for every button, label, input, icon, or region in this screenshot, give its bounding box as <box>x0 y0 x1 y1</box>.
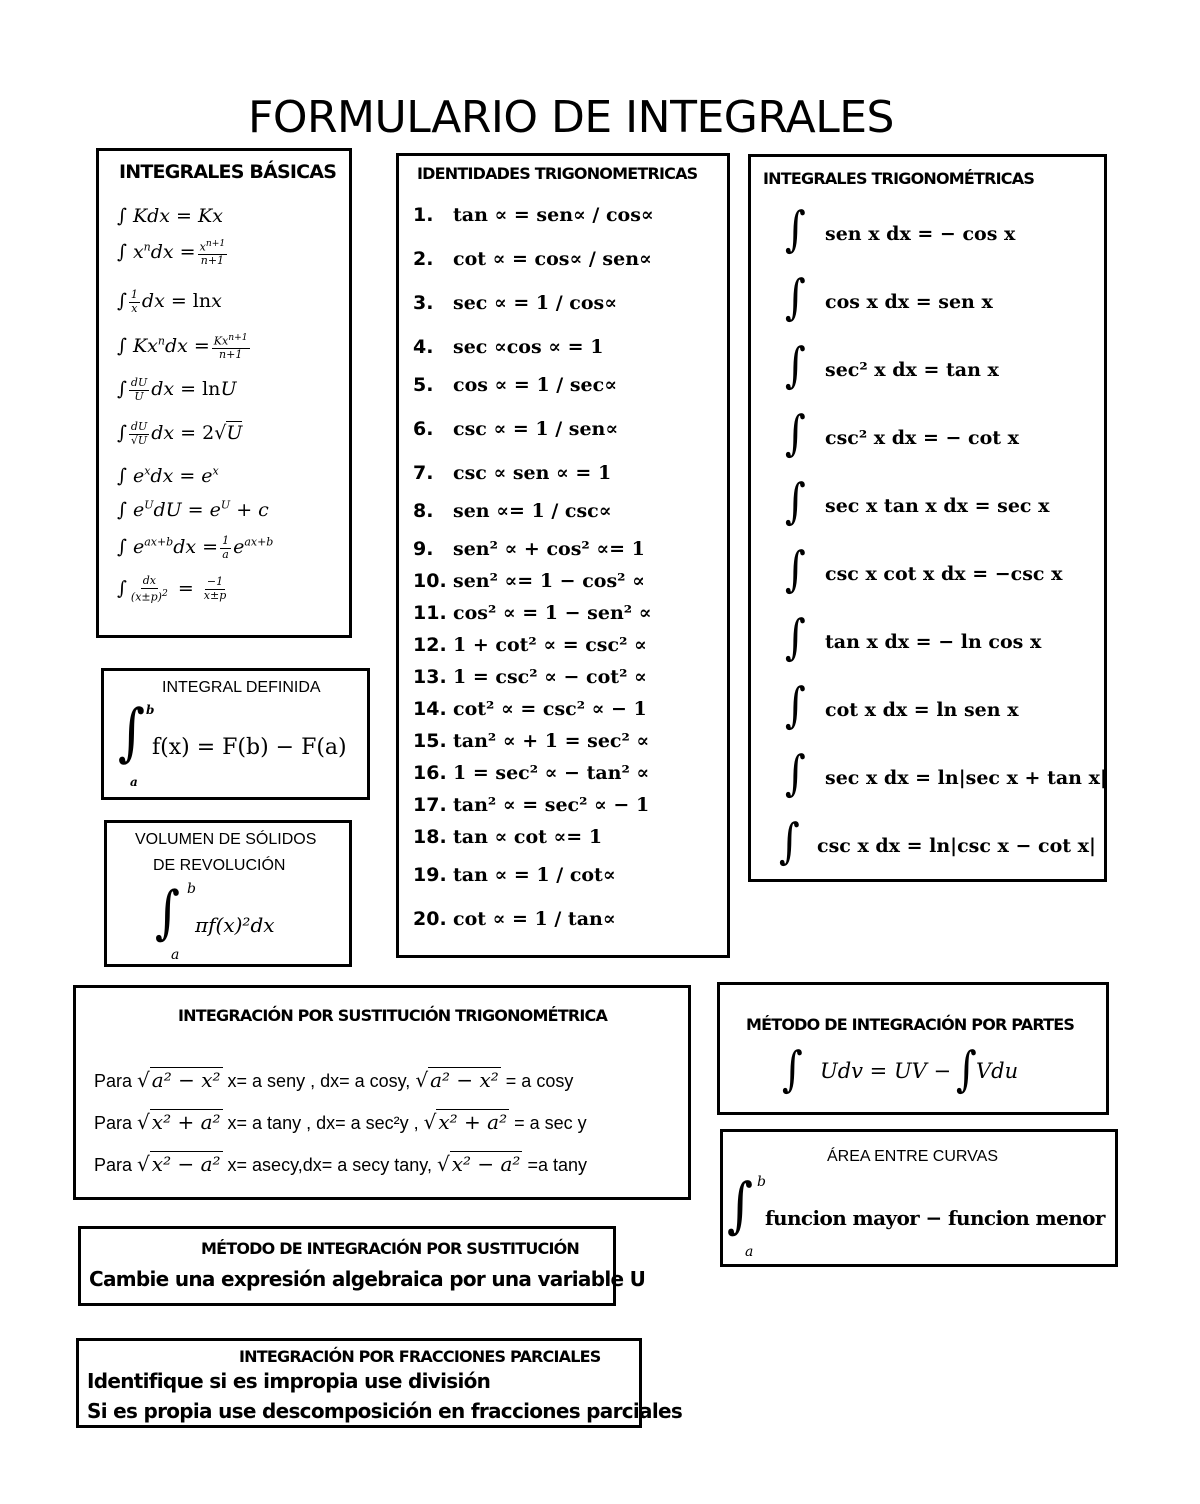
area-integral-sign: ∫ <box>727 1170 754 1240</box>
identity-formula: 1 + cot² ∝ = csc² ∝ <box>453 634 647 656</box>
identity-formula: cos ∝ = 1 / sec∝ <box>453 374 617 396</box>
radicand: x² + a² <box>438 1110 508 1134</box>
radical: √ a² − x² <box>137 1068 221 1092</box>
volume-header-line2: DE REVOLUCIÓN <box>153 857 286 874</box>
identity-formula: tan² ∝ + 1 = sec² ∝ <box>453 730 650 752</box>
identity-formula: 1 = sec² ∝ − tan² ∝ <box>453 762 650 784</box>
parts-formula-left: Udv = UV − <box>820 1059 952 1083</box>
trig-substitution-box <box>73 985 691 1200</box>
definite-integral-header: INTEGRAL DEFINIDA <box>162 679 321 696</box>
identity-number: 8. <box>413 500 434 522</box>
volume-formula: πf(x)²dx <box>195 913 275 937</box>
identity-row <box>413 570 645 592</box>
volume-upper-limit: b <box>187 881 196 897</box>
basic-formula-10: ∫ $\frac{dx}{(x\pm p)^2}$ = $\frac{-1}{x\pm p}$ <box>117 574 227 604</box>
identity-number: 3. <box>413 292 434 314</box>
identity-formula: tan ∝ cot ∝= 1 <box>453 826 603 848</box>
integral-sign: ∫ <box>785 678 806 734</box>
area-formula: funcion mayor − funcion menor <box>765 1206 1105 1230</box>
trig-integral-formula: csc x dx = ln|csc x − cot x| <box>817 835 1096 857</box>
identity-row <box>413 204 654 226</box>
identity-row <box>413 538 645 560</box>
identity-row <box>413 374 617 396</box>
substitution-result: = a sec y <box>514 1113 587 1133</box>
volume-lower-limit: a <box>171 947 180 963</box>
identity-number: 15. <box>413 730 447 752</box>
radicand: x² − a² <box>451 1152 521 1176</box>
substitution-text: x= asecy,dx= a secy tany, <box>227 1155 432 1175</box>
para-label: Para <box>94 1113 133 1133</box>
identity-number: 19. <box>413 864 447 886</box>
trig-integral-formula: cot x dx = ln sen x <box>825 699 1019 721</box>
partial-fractions-line1: Identifique si es impropia use división <box>87 1369 491 1393</box>
identity-row <box>413 292 617 314</box>
identity-number: 1. <box>413 204 434 226</box>
identity-formula: cot ∝ = cos∝ / sen∝ <box>453 248 652 270</box>
parts-header: MÉTODO DE INTEGRACIÓN POR PARTES <box>746 1015 1075 1034</box>
volume-header-line1: VOLUMEN DE SÓLIDOS <box>135 831 317 848</box>
radical: √ x² − a² <box>436 1152 521 1176</box>
identity-formula: sen ∝= 1 / csc∝ <box>453 500 612 522</box>
radical: √ x² + a² <box>137 1110 221 1134</box>
identity-number: 7. <box>413 462 434 484</box>
integral-sign: ∫ <box>785 270 806 326</box>
trig-integral-formula: csc x cot x dx = −csc x <box>825 563 1063 585</box>
area-header: ÁREA ENTRE CURVAS <box>827 1148 999 1165</box>
identity-formula: cot² ∝ = csc² ∝ − 1 <box>453 698 647 720</box>
area-upper-limit: b <box>757 1174 766 1190</box>
identity-formula: 1 = csc² ∝ − cot² ∝ <box>453 666 647 688</box>
basic-formula-4: ∫ $Kx^ndx$ = $\frac{Kx^{n+1}}{n+1}$ <box>117 332 248 362</box>
integral-sign: ∫ <box>785 542 806 598</box>
identity-number: 14. <box>413 698 447 720</box>
identity-row <box>413 500 612 522</box>
radical: √ x² + a² <box>423 1110 508 1134</box>
identity-formula: sen² ∝ + cos² ∝= 1 <box>453 538 645 560</box>
trig-integrals-box <box>748 154 1107 882</box>
basic-formula-7: ∫ $e^xdx = e^x$ <box>117 465 219 488</box>
area-box <box>720 1129 1118 1267</box>
identity-row <box>413 418 618 440</box>
para-label: Para <box>94 1071 133 1091</box>
partial-fractions-header: INTEGRACIÓN POR FRACCIONES PARCIALES <box>239 1347 601 1366</box>
basic-formula-3: ∫ $\frac{1}{x}$ dx = lnx <box>117 288 222 315</box>
identity-number: 17. <box>413 794 447 816</box>
parts-integral-sign-left: ∫ <box>782 1042 803 1098</box>
basic-formula-5: ∫ $\frac{dU}{U}$ dx = lnU <box>117 376 237 403</box>
volume-integral-sign: ∫ <box>155 879 181 947</box>
identity-formula: sec ∝cos ∝ = 1 <box>453 336 604 358</box>
para-label: Para <box>94 1155 133 1175</box>
identity-formula: cot ∝ = 1 / tan∝ <box>453 908 616 930</box>
basic-integrals-header: INTEGRALES BÁSICAS <box>119 161 337 183</box>
identity-formula: cos² ∝ = 1 − sen² ∝ <box>453 602 652 624</box>
identity-row <box>413 794 649 816</box>
identity-number: 16. <box>413 762 447 784</box>
substitution-header: MÉTODO DE INTEGRACIÓN POR SUSTITUCIÓN <box>201 1239 580 1258</box>
identity-formula: tan ∝ = sen∝ / cos∝ <box>453 204 654 226</box>
substitution-result: = a cosy <box>505 1071 574 1091</box>
parts-integral-sign-right: ∫ <box>956 1042 977 1098</box>
radical: √ x² − a² <box>137 1152 221 1176</box>
identity-number: 6. <box>413 418 434 440</box>
identity-formula: tan ∝ = 1 / cot∝ <box>453 864 616 886</box>
volume-box <box>104 820 352 967</box>
basic-integrals-box <box>96 148 352 638</box>
definite-lower-limit: a <box>130 775 138 789</box>
substitution-result: =a tany <box>527 1155 588 1175</box>
identity-number: 10. <box>413 570 447 592</box>
basic-formula-2: ∫ $x^ndx$ = $\frac{x^{n+1}}{n+1}$ <box>117 238 226 268</box>
identity-row <box>413 864 616 886</box>
identity-number: 20. <box>413 908 447 930</box>
basic-formula-6: ∫ $\frac{dU}{√U}$ dx = 2√U <box>117 420 243 447</box>
identity-number: 9. <box>413 538 434 560</box>
substitution-text: x= a seny , dx= a cosy, <box>227 1071 411 1091</box>
identity-row <box>413 462 611 484</box>
identity-formula: sec ∝ = 1 / cos∝ <box>453 292 617 314</box>
trig-integral-formula: cos x dx = sen x <box>825 291 993 313</box>
substitution-text: x= a tany , dx= a sec²y , <box>227 1113 419 1133</box>
identity-row <box>413 826 602 848</box>
identity-number: 2. <box>413 248 434 270</box>
integral-sign: ∫ <box>785 746 806 802</box>
substitution-box <box>78 1226 646 1306</box>
basic-formula-1: ∫ Kdx = Kx <box>117 205 223 227</box>
identity-row <box>413 248 652 270</box>
identity-row <box>413 698 647 720</box>
parts-box <box>717 982 1109 1115</box>
radicand: a² − x² <box>151 1068 221 1092</box>
radicand: x² − a² <box>151 1152 221 1176</box>
definite-integral-box <box>101 668 370 800</box>
identity-formula: csc ∝ sen ∝ = 1 <box>453 462 612 484</box>
identity-row <box>413 336 603 358</box>
integral-sign: ∫ <box>785 610 806 666</box>
identity-number: 11. <box>413 602 447 624</box>
definite-upper-limit: b <box>146 703 155 717</box>
partial-fractions-line2: Si es propia use descomposición en fracciones parciales <box>87 1399 683 1423</box>
basic-formula-9: ∫ $e^{ax+b}dx$ = $\frac{1}{a}$ $e^{ax+b}$ <box>117 534 274 561</box>
trig-integral-formula: sen x dx = − cos x <box>825 223 1016 245</box>
identity-row <box>413 666 647 688</box>
identity-row <box>413 908 616 930</box>
area-lower-limit: a <box>745 1244 754 1260</box>
radicand: x² + a² <box>151 1110 221 1134</box>
trig-integrals-header: INTEGRALES TRIGONOMÉTRICAS <box>763 169 1035 188</box>
trig-integral-formula: sec² x dx = tan x <box>825 359 999 381</box>
integral-sign: ∫ <box>785 202 806 258</box>
partial-fractions-box <box>76 1338 683 1428</box>
substitution-text: Cambie una expresión algebraica por una variable U <box>89 1267 646 1291</box>
identity-formula: sen² ∝= 1 − cos² ∝ <box>453 570 645 592</box>
identity-number: 18. <box>413 826 447 848</box>
definite-integral-sign: ∫ <box>118 697 146 769</box>
substitution-row <box>94 1068 573 1092</box>
identity-formula: tan² ∝ = sec² ∝ − 1 <box>453 794 650 816</box>
substitution-row <box>94 1152 587 1176</box>
page-title: FORMULARIO DE INTEGRALES <box>248 92 894 143</box>
identity-row <box>413 762 649 784</box>
integral-sign: ∫ <box>785 338 806 394</box>
identity-row <box>413 634 647 656</box>
trig-integral-formula: csc² x dx = − cot x <box>825 427 1019 449</box>
identities-box <box>396 153 730 958</box>
trig-integral-formula: tan x dx = − ln cos x <box>825 631 1042 653</box>
trig-integral-formula: sec x dx = ln|sec x + tan x| <box>825 767 1107 789</box>
parts-formula-right: Vdu <box>976 1059 1019 1083</box>
radical: √ a² − x² <box>415 1068 499 1092</box>
identity-formula: csc ∝ = 1 / sen∝ <box>453 418 619 440</box>
basic-formula-8: ∫ $e^UdU = e^U + c$ <box>117 499 269 522</box>
integral-sign: ∫ <box>785 474 806 530</box>
radicand: a² − x² <box>430 1068 499 1092</box>
substitution-row <box>94 1110 587 1134</box>
identity-number: 5. <box>413 374 434 396</box>
identity-row <box>413 602 651 624</box>
identities-header: IDENTIDADES TRIGONOMETRICAS <box>417 164 698 183</box>
identity-number: 4. <box>413 336 434 358</box>
trig-substitution-header: INTEGRACIÓN POR SUSTITUCIÓN TRIGONOMÉTRICA <box>178 1006 608 1025</box>
identity-number: 13. <box>413 666 447 688</box>
identity-number: 12. <box>413 634 447 656</box>
identity-row <box>413 730 649 752</box>
integral-sign: ∫ <box>779 814 800 870</box>
integral-sign: ∫ <box>785 406 806 462</box>
trig-integral-formula: sec x tan x dx = sec x <box>825 495 1050 517</box>
definite-formula: f(x) = F(b) − F(a) <box>152 735 347 760</box>
